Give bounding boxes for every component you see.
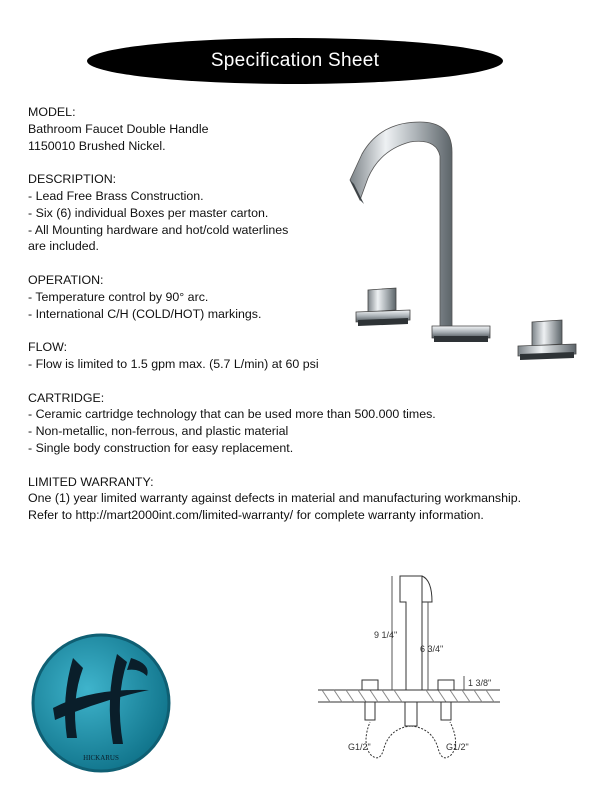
dim-left-thread: G1/2" — [348, 742, 371, 752]
section-line: 1150010 Brushed Nickel. — [28, 138, 166, 153]
section-line: - Lead Free Brass Construction. — [28, 188, 204, 203]
page-title: Specification Sheet — [210, 50, 380, 71]
section-line: are included. — [28, 239, 99, 254]
section-line: - All Mounting hardware and hot/cold waterlines — [28, 222, 289, 237]
section-heading: FLOW: — [28, 340, 68, 355]
dim-right-thread: G1/2" — [446, 742, 469, 752]
section-heading: DESCRIPTION: — [28, 172, 117, 187]
section-line: - Six (6) individual Boxes per master carton. — [28, 205, 269, 220]
brand-logo — [31, 628, 171, 778]
section-cartridge — [28, 390, 588, 457]
section-line: - Ceramic cartridge technology that can be used more than 500.000 times. — [28, 407, 436, 422]
specification-text — [28, 104, 588, 541]
dim-deck: 1 3/8" — [468, 678, 492, 688]
section-line: - Flow is limited to 1.5 gpm max. (5.7 L/min) at 60 psi — [28, 356, 319, 371]
section-heading: CARTRIDGE: — [28, 390, 105, 405]
section-heading: MODEL: — [28, 105, 76, 119]
brand-logo-text: HICKARUS — [83, 754, 119, 762]
faucet-product-image — [340, 112, 500, 367]
faucet-right-handle-image — [514, 318, 580, 364]
section-flow — [28, 339, 588, 373]
section-line: - Single body construction for easy replacement. — [28, 440, 294, 455]
section-heading: OPERATION: — [28, 272, 104, 287]
section-line: Bathroom Faucet Double Handle — [28, 121, 209, 136]
section-description — [28, 171, 588, 255]
section-line: - Temperature control by 90° arc. — [28, 289, 209, 304]
section-line: - International C/H (COLD/HOT) markings. — [28, 306, 262, 321]
section-model — [28, 104, 588, 154]
section-warranty — [28, 474, 588, 524]
section-line: One (1) year limited warranty against defects in material and manufacturing workmanship. — [28, 491, 522, 506]
dimension-diagram — [310, 572, 510, 772]
section-heading: LIMITED WARRANTY: — [28, 474, 154, 489]
dim-total-height: 9 1/4" — [374, 630, 398, 640]
section-operation — [28, 272, 588, 322]
title-banner — [87, 38, 503, 84]
section-line: - Non-metallic, non-ferrous, and plastic material — [28, 424, 289, 439]
section-line: Refer to http://mart2000int.com/limited-warranty/ for complete warranty information. — [28, 508, 484, 523]
dim-spout-height: 6 3/4" — [420, 644, 444, 654]
